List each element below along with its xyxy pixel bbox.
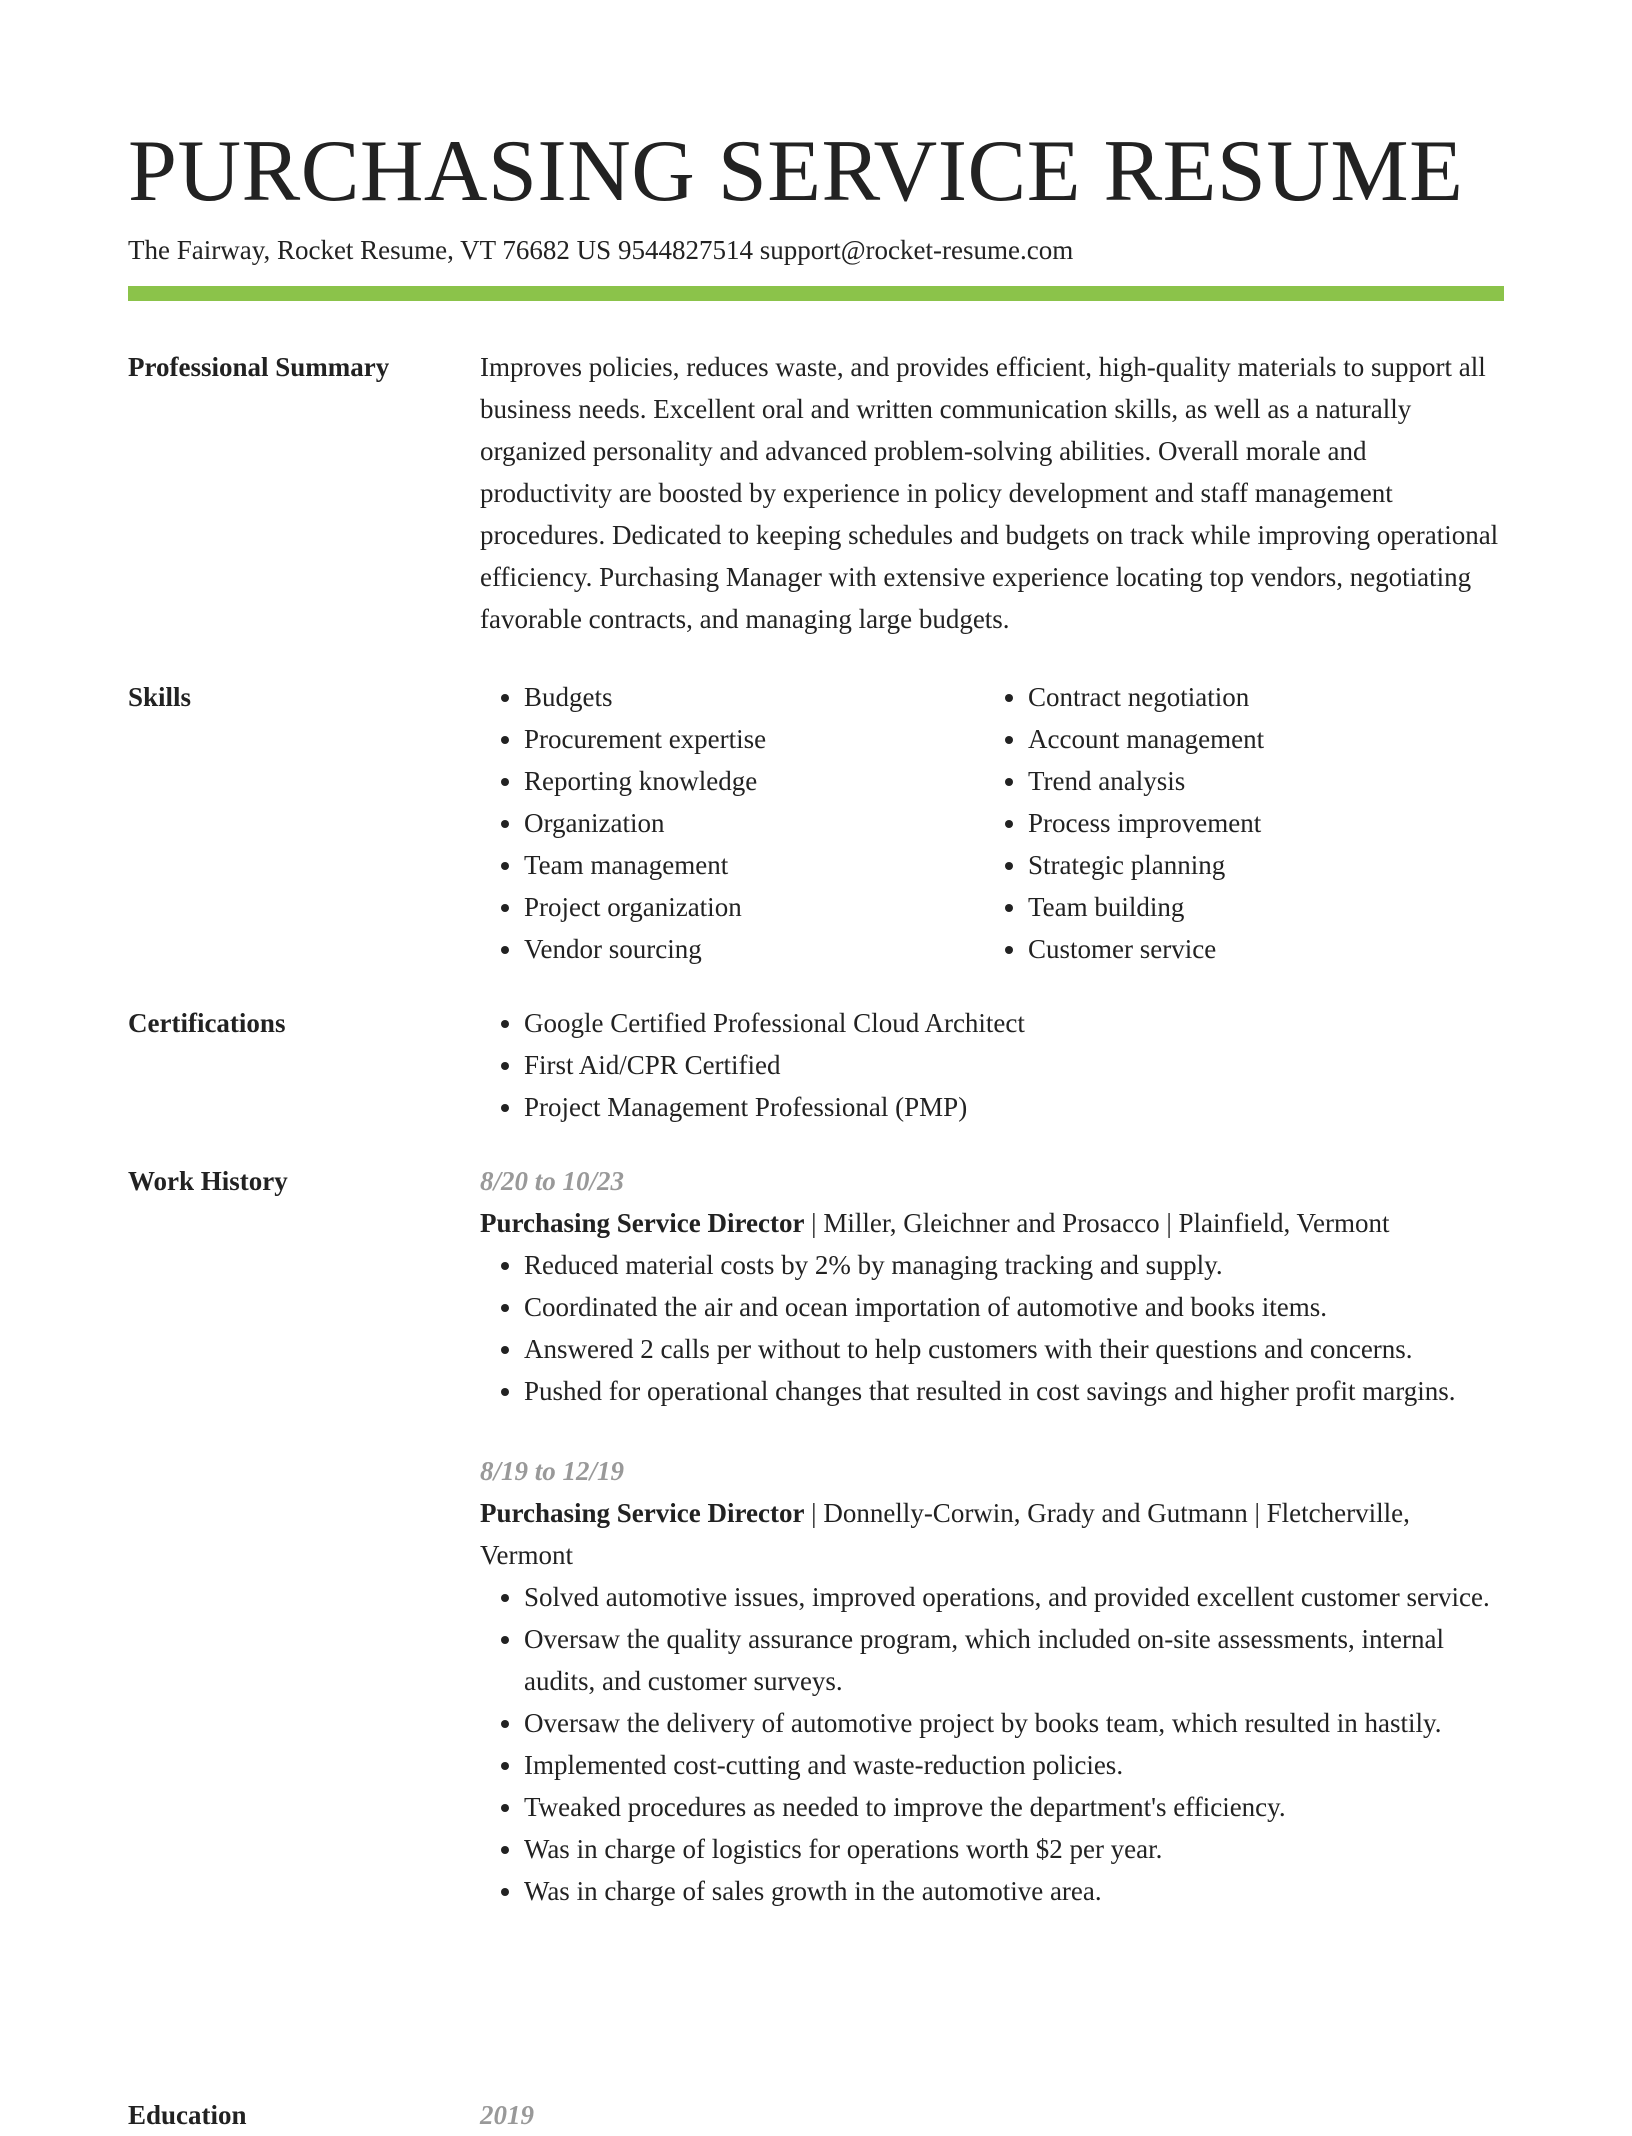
job-title: Purchasing Service Director xyxy=(480,1498,805,1528)
list-item: • Process improvement xyxy=(1028,802,1488,844)
section-label: Education xyxy=(128,2100,247,2130)
section-professional-summary xyxy=(128,346,1504,640)
list-item: • Implemented cost-cutting and waste-reduction policies. xyxy=(524,1744,1504,1786)
job-date: 8/19 to 12/19 xyxy=(480,1456,625,1486)
list-item: • Budgets xyxy=(524,676,984,718)
section-body xyxy=(480,2094,1504,2136)
list-item: • Contract negotiation xyxy=(1028,676,1488,718)
section-body xyxy=(480,1002,1504,1128)
list-item: • Pushed for operational changes that resulted in cost savings and higher profit margins. xyxy=(524,1370,1504,1412)
list-item: • Organization xyxy=(524,802,984,844)
summary-text: Improves policies, reduces waste, and provides efficient, high-quality materials to support all business needs. Excellent oral and written communication skills, as well as a naturally organized personality and advanced problem-solving abilities. Overall morale and productivity are boosted by experience in policy development and staff management procedures. Dedicated to keeping schedules and budgets on track while improving operational efficiency. Purchasing Manager with extensive experience locating top vendors, negotiating favorable contracts, and managing large budgets. xyxy=(480,352,1499,634)
list-item: • Project organization xyxy=(524,886,984,928)
list-item: • Trend analysis xyxy=(1028,760,1488,802)
education-date: 2019 xyxy=(480,2100,534,2130)
section-skills xyxy=(128,676,1504,970)
job-details: | Donnelly-Corwin, Grady and Gutmann | Fletcherville, Vermont xyxy=(480,1498,1410,1570)
skills-list-left xyxy=(480,676,984,970)
section-label: Certifications xyxy=(128,1008,286,1038)
list-item: • Team management xyxy=(524,844,984,886)
list-item: • Reporting knowledge xyxy=(524,760,984,802)
contact-line: The Fairway, Rocket Resume, VT 76682 US 9544827514 support@rocket-resume.com xyxy=(128,235,1074,265)
job-title: Purchasing Service Director xyxy=(480,1208,805,1238)
list-item: • Was in charge of sales growth in the automotive area. xyxy=(524,1870,1504,1912)
list-item: • Vendor sourcing xyxy=(524,928,984,970)
list-item: • Google Certified Professional Cloud Architect xyxy=(524,1002,1504,1044)
job-heading xyxy=(480,1202,1504,1244)
list-item: • Oversaw the delivery of automotive project by books team, which resulted in hastily. xyxy=(524,1702,1504,1744)
section-certifications xyxy=(128,1002,1504,1128)
section-label: Work History xyxy=(128,1166,288,1196)
list-item: • Project Management Professional (PMP) xyxy=(524,1086,1504,1128)
section-label: Skills xyxy=(128,682,192,712)
list-item: • Oversaw the quality assurance program, which included on-site assessments, internal audits, and customer surveys. xyxy=(524,1618,1504,1702)
list-item: • Answered 2 calls per without to help customers with their questions and concerns. xyxy=(524,1328,1504,1370)
skills-columns xyxy=(480,676,1504,970)
header-divider xyxy=(128,286,1504,301)
job-date: 8/20 to 10/23 xyxy=(480,1166,625,1196)
list-item: • Coordinated the air and ocean importation of automotive and books items. xyxy=(524,1286,1504,1328)
list-item: • Team building xyxy=(1028,886,1488,928)
list-item: • Account management xyxy=(1028,718,1488,760)
skills-list-right xyxy=(984,676,1488,970)
certifications-list xyxy=(480,1002,1504,1128)
section-body xyxy=(480,1160,1504,1912)
resume-title: PURCHASING SERVICE RESUME xyxy=(128,123,1464,220)
section-education xyxy=(128,2094,1504,2136)
job-entry xyxy=(480,1450,1504,1912)
list-item: • Reduced material costs by 2% by managing tracking and supply. xyxy=(524,1244,1504,1286)
job-heading xyxy=(480,1492,1504,1576)
job-details: | Miller, Gleichner and Prosacco | Plainfield, Vermont xyxy=(804,1208,1390,1238)
section-work-history xyxy=(128,1160,1504,1912)
section-body xyxy=(480,346,1504,640)
list-item: • First Aid/CPR Certified xyxy=(524,1044,1504,1086)
list-item: • Solved automotive issues, improved operations, and provided excellent customer service. xyxy=(524,1576,1504,1618)
list-item: • Procurement expertise xyxy=(524,718,984,760)
section-label: Professional Summary xyxy=(128,352,390,382)
job-bullets xyxy=(480,1576,1504,1912)
list-item: • Was in charge of logistics for operations worth $2 per year. xyxy=(524,1828,1504,1870)
job-entry xyxy=(480,1160,1504,1412)
job-bullets xyxy=(480,1244,1504,1412)
list-item: • Customer service xyxy=(1028,928,1488,970)
list-item: • Strategic planning xyxy=(1028,844,1488,886)
list-item: • Tweaked procedures as needed to improve the department's efficiency. xyxy=(524,1786,1504,1828)
